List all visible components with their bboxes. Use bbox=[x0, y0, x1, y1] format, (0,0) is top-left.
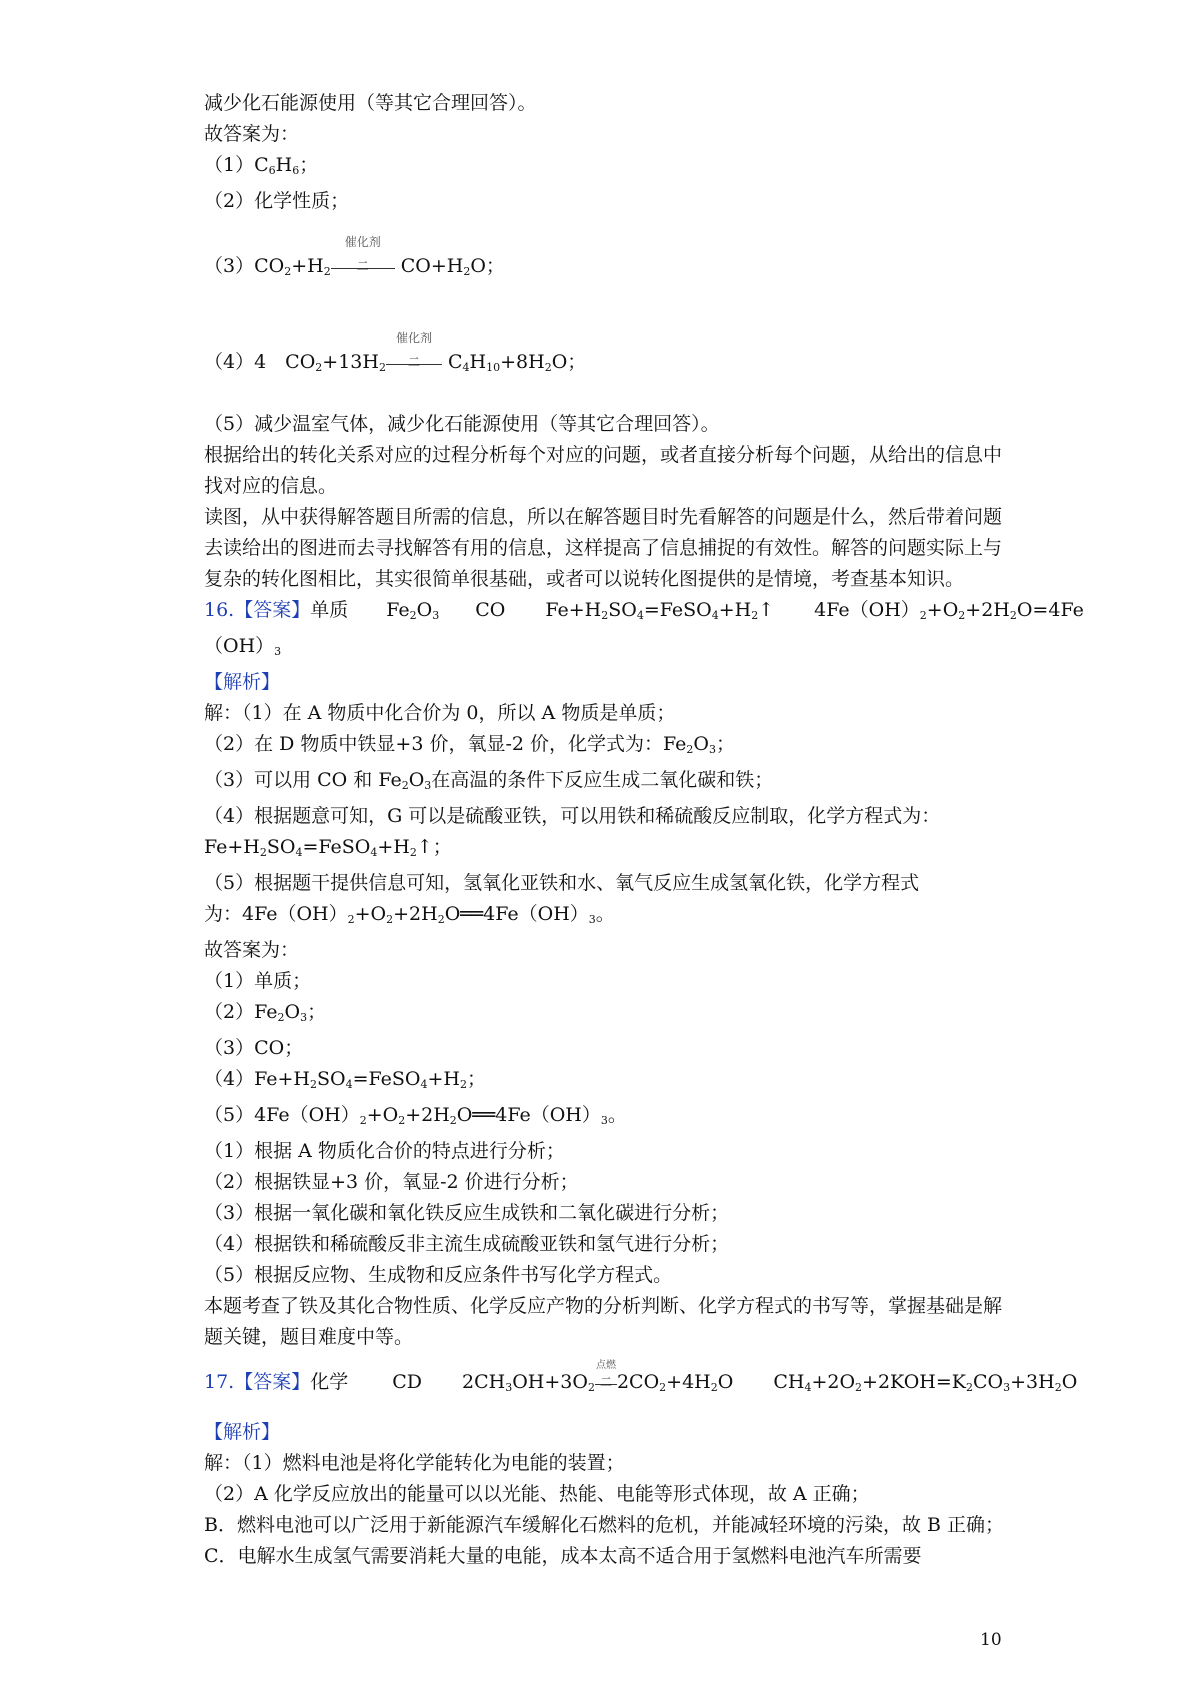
text-line: （5）根据题干提供信息可知，氢氧化亚铁和水、氧气反应生成氢氧化铁，化学方程式 bbox=[204, 872, 920, 894]
text-line: （2）在 D 物质中铁显+3 价，氧显-2 价，化学式为：$Fe_2O_3$； bbox=[204, 733, 735, 756]
text-line: （1）根据 A 物质化合价的特点进行分析； bbox=[204, 1140, 565, 1162]
text-line: 解：（1）燃料电池是将化学能转化为电能的装置； bbox=[204, 1452, 625, 1474]
text-paragraph: 根据给出的转化关系对应的过程分析每个对应的问题，或者直接分析每个问题，从给出的信息中找对应的信息。 bbox=[204, 444, 1003, 497]
text-paragraph: 本题考查了铁及其化合物性质、化学反应产物的分析判断、化学方程式的书写等，掌握基础是解题关键，题目难度中等。 bbox=[204, 1295, 1003, 1348]
text-line: 故答案为： bbox=[204, 939, 300, 961]
answer-line: $(OH)_3$ bbox=[204, 635, 282, 658]
text-line: （2）根据铁显+3 价，氧显-2 价进行分析； bbox=[204, 1171, 579, 1193]
text-line: $(5)4Fe(OH)_2+O_2+2H_2O══4Fe(OH)_3$。 bbox=[204, 1104, 627, 1127]
question-number: 16. bbox=[204, 599, 235, 621]
equation-line: $(3)CO_2+H_2$ 催化剂 二 $CO+H_2O$； bbox=[204, 251, 1004, 287]
text-line: （3）CO； bbox=[204, 1037, 304, 1059]
document-body bbox=[204, 88, 1084, 1572]
text-line: （4）根据题意可知，G 可以是硫酸亚铁，可以用铁和稀硫酸反应制取，化学方程式为： bbox=[204, 805, 941, 827]
answer-tag: 【答案】 bbox=[234, 599, 311, 621]
question-17-answer: 17.【答案】化学 CD $2CH_3OH+3O_2$ 点燃 二 $2CO_2+4H_2O$ $CH_4+2O_2+2KOH=K_2CO_3+3H_2O$ bbox=[204, 1367, 1004, 1403]
answer-line: （5）减少温室气体，减少化石能源使用（等其它合理回答）。 bbox=[204, 413, 720, 435]
text-line: 解：（1）在 A 物质中化合价为 0，所以 A 物质是单质； bbox=[204, 702, 676, 724]
page-number: 10 bbox=[980, 1630, 1002, 1650]
text-line: 故答案为： bbox=[204, 123, 300, 145]
text-line: （5）根据反应物、生成物和反应条件书写化学方程式。 bbox=[204, 1264, 673, 1286]
answer-line: （2）化学性质； bbox=[204, 190, 350, 212]
reaction-condition: 点燃 二 bbox=[595, 1360, 616, 1389]
text-line: 为：$4Fe(OH)_2+O_2+2H_2O══4Fe(OH)_3$。 bbox=[204, 903, 615, 926]
analysis-tag: 【解析】 bbox=[204, 1421, 281, 1443]
text-line: （3）可以用 CO 和 $Fe_2O_3$在高温的条件下反应生成二氧化碳和铁； bbox=[204, 769, 774, 792]
text-line: （3）根据一氧化碳和氧化铁反应生成铁和二氧化碳进行分析； bbox=[204, 1202, 730, 1224]
equation-line: （4）4 $CO_2+13H_2$ 催化剂 二 $C_4H_{10}+8H_2O$； bbox=[204, 347, 1004, 383]
text-paragraph: B．燃料电池可以广泛用于新能源汽车缓解化石燃料的危机，并能减轻环境的污染，故 B 正确； bbox=[204, 1514, 1005, 1536]
answer-tag: 【答案】 bbox=[234, 1371, 311, 1393]
question-number: 17. bbox=[204, 1371, 235, 1393]
text-line: （1）单质； bbox=[204, 970, 312, 992]
question-16-answer: 16.【答案】单质 $Fe_2O_3$ CO $Fe+H_2SO_4=FeSO_4+H_2↑$ $4Fe(OH)_2+O_2+2H_2O=4Fe$ bbox=[204, 599, 1084, 622]
text-line: （4）根据铁和稀硫酸反非主流生成硫酸亚铁和氢气进行分析； bbox=[204, 1233, 730, 1255]
text-line: $(2)Fe_2O_3$； bbox=[204, 1001, 327, 1024]
text-line: （2）A 化学反应放出的能量可以以光能、热能、电能等形式体现，故 A 正确； bbox=[204, 1483, 870, 1505]
reaction-condition: 催化剂 二 bbox=[331, 251, 395, 282]
text-line: $(4)Fe+H_2SO_4=FeSO_4+H_2$； bbox=[204, 1068, 486, 1091]
analysis-tag: 【解析】 bbox=[204, 671, 281, 693]
text-line: 减少化石能源使用（等其它合理回答）。 bbox=[204, 92, 537, 114]
reaction-condition: 催化剂 二 bbox=[386, 347, 442, 378]
answer-line: $(1)C_6H_6$； bbox=[204, 154, 319, 177]
text-line: C．电解水生成氢气需要消耗大量的电能，成本太高不适合用于氢燃料电池汽车所需要 bbox=[204, 1545, 922, 1567]
text-line: $Fe+H_2SO_4=FeSO_4+H_2↑$； bbox=[204, 836, 452, 859]
text-paragraph: 读图，从中获得解答题目所需的信息，所以在解答题目时先看解答的问题是什么，然后带着问题去读给出的图进而去寻找解答有用的信息，这样提高了信息捕捉的有效性。解答的问题实际上与复杂的转化图相比，其实很简单很基础，或者可以说转化图提供的是情境，考查基本知识。 bbox=[204, 506, 1003, 590]
